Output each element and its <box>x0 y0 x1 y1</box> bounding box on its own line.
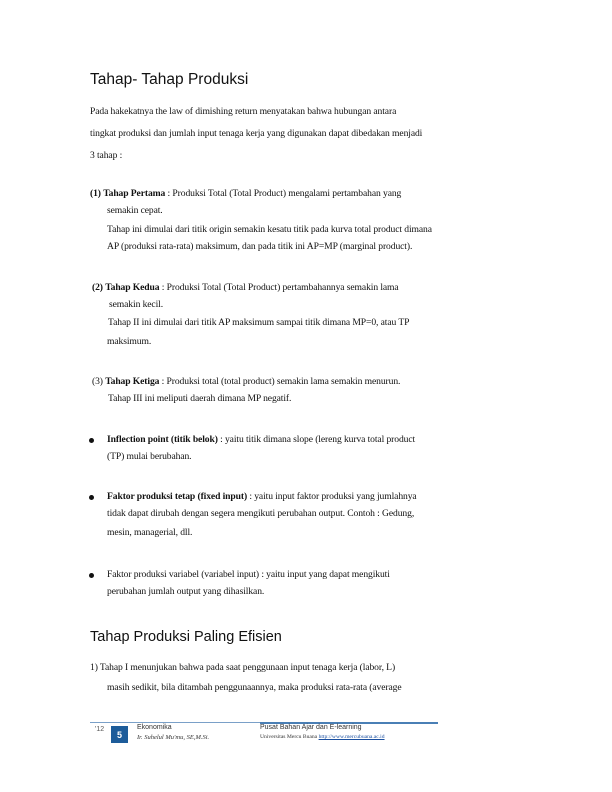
section-title-tahap-produksi: Tahap- Tahap Produksi <box>90 71 249 88</box>
bullet-dot-1 <box>89 438 94 443</box>
footer-author: Ir. Suhelul Mu'mu, SE,M.Si. <box>137 734 210 741</box>
stage1-line-3: Tahap ini dimulai dari titik origin semakin kesatu titik pada kurva total product dimana <box>107 224 432 235</box>
stage2-number: (2) <box>92 282 103 293</box>
intro-line-2: tingkat produksi dan jumlah input tenaga kerja yang digunakan dapat dibedakan menjadi <box>90 128 423 139</box>
stage1-line-4: AP (produksi rata-rata) maksimum, dan pada titik ini AP=MP (marginal product). <box>107 241 413 252</box>
bullet3-line-2: perubahan jumlah output yang dihasilkan. <box>107 586 265 597</box>
efisien-item1-line-2: masih sedikit, bila ditambah penggunaannya, maka produksi rata-rata (average <box>107 682 402 693</box>
stage3-name: Tahap Ketiga <box>105 376 160 387</box>
bullet2-line-2: tidak dapat dirubah dengan segera mengikuti perubahan output. Contoh : Gedung, <box>107 508 415 519</box>
stage1-line-2: semakin cepat. <box>107 205 163 216</box>
efisien-item1-line-1: 1) Tahap I menunjukan bahwa pada saat penggunaan input tenaga kerja (labor, L) <box>90 662 396 673</box>
stage1-desc: : Produksi Total (Total Product) mengalami pertambahan yang <box>165 188 402 199</box>
stage3-number: (3) <box>92 376 103 387</box>
stage2-name: Tahap Kedua <box>105 282 160 293</box>
stage3-line-2: Tahap III ini meliputi daerah dimana MP negatif. <box>108 393 292 404</box>
intro-line-3: 3 tahap : <box>90 150 123 161</box>
intro-line-1: Pada hakekatnya the law of dimishing return menyatakan bahwa hubungan antara <box>90 106 397 117</box>
stage3-desc: : Produksi total (total product) semakin lama semakin menurun. <box>159 376 401 387</box>
stage2-line-3: Tahap II ini dimulai dari titik AP maksimum sampai titik dimana MP=0, atau TP <box>108 317 410 328</box>
stage2-line-4: maksimum. <box>107 336 152 347</box>
footer-university <box>260 734 385 740</box>
footer-course: Ekonomika <box>137 724 172 731</box>
footer-website-link[interactable]: http://www.mercubuana.ac.id <box>318 734 385 740</box>
stage2-line-2: semakin kecil. <box>109 299 164 310</box>
footer-center-name: Pusat Bahan Ajar dan E-learning <box>260 724 362 731</box>
footer-page-number: 5 <box>111 726 128 743</box>
section-title-efisien: Tahap Produksi Paling Efisien <box>90 629 282 645</box>
bullet2-term: Faktor produksi tetap (fixed input) <box>107 491 248 502</box>
stage1-name: Tahap Pertama <box>103 188 166 199</box>
bullet1-line-2: (TP) mulai berubahan. <box>107 451 192 462</box>
bullet2-line-3: mesin, managerial, dll. <box>107 527 193 538</box>
bullet-dot-2 <box>89 495 94 500</box>
bullet3-line-1: Faktor produksi variabel (variabel input) : yaitu input yang dapat mengikuti <box>107 569 390 580</box>
bullet1-desc: : yaitu titik dimana slope (lereng kurva total product <box>217 434 416 445</box>
bullet-dot-3 <box>89 573 94 578</box>
stage1-number: (1) <box>90 188 101 199</box>
stage2-desc: : Produksi Total (Total Product) pertambahannya semakin lama <box>159 282 399 293</box>
footer-university-name: Universitas Mercu Buana <box>260 734 319 740</box>
bullet1-term: Inflection point (titik belok) <box>107 434 218 445</box>
bullet2-desc: : yaitu input faktor produksi yang jumlahnya <box>247 491 417 502</box>
footer-year: '12 <box>95 726 105 733</box>
